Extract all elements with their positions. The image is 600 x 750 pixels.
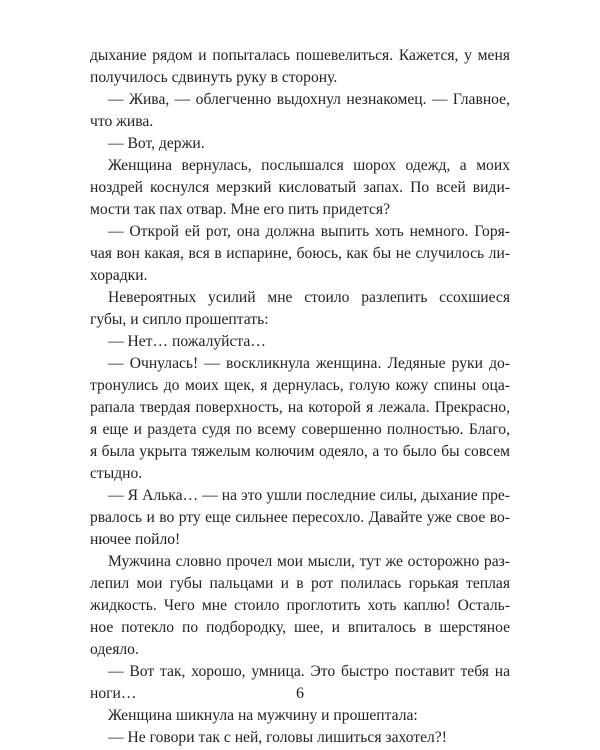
text-line: получилось сдвинуть руку в сторону. [90, 69, 338, 86]
text-line: мости так пах отвар. Мне его пить придется? [90, 201, 391, 218]
text-line: я еще и раздета судя по всему совершенно полностью. Благо, [90, 421, 510, 438]
text-line: — Очнулась! — воскликнула женщина. Ледяные руки до- [108, 355, 510, 372]
text-line: что жива. [90, 113, 154, 130]
text-line: ноздрей коснулся мерзкий кисловатый запах. По всей види- [90, 179, 510, 196]
text-line: ное потекло по подбородку, шее, и впиталось в шерстяное [90, 619, 510, 636]
text-line: Мужчина словно прочел мои мысли, тут же осторожно раз- [108, 553, 510, 570]
text-line: рвалось и во рту еще сильнее пересохло. Давайте уже свое во- [90, 509, 510, 526]
text-line: я была укрыта тяжелым колючим одеяло, а то было бы совсем [90, 443, 510, 460]
text-line: — Я Алька… — на это ушли последние силы, дыхание пре- [108, 487, 510, 504]
text-line: — Не говори так с ней, головы лишиться захотел?! [108, 729, 447, 746]
text-line: нючее пойло! [90, 531, 181, 548]
text-line: дыхание рядом и попыталась пошевелиться. Кажется, у меня [90, 47, 510, 64]
text-line: одеяло. [90, 641, 139, 658]
text-line: рапала твердая поверхность, на которой я лежала. Прекрасно, [90, 399, 510, 416]
text-line: — Жива, — облегченно выдохнул незнакомец. — Главное, [108, 91, 510, 108]
body-text [90, 45, 510, 749]
text-line: хорадки. [90, 267, 148, 284]
text-line: Женщина шикнула на мужчину и прошептала: [108, 707, 418, 724]
text-line: жидкость. Чего мне стоило проглотить хоть каплю! Осталь- [90, 597, 510, 614]
text-line: — Открой ей рот, она должна выпить хоть немного. Горя- [108, 223, 510, 240]
text-line: стыдно. [90, 465, 143, 482]
text-line: ноги… [90, 685, 137, 702]
text-line: лепил мои губы пальцами и в рот полилась горькая теплая [90, 575, 510, 592]
text-line: губы, и сипло прошептать: [90, 311, 269, 328]
text-line: Женщина вернулась, послышался шорох одежд, а моих [108, 157, 510, 174]
text-line: тронулись до моих щек, я дернулась, голую кожу спины оца- [90, 377, 510, 394]
text-line: Невероятных усилий мне стоило разлепить ссохшиеся [108, 289, 510, 306]
text-line: — Вот, держи. [108, 135, 205, 152]
text-line: — Нет… пожалуйста… [108, 333, 266, 350]
text-line: чая вон какая, вся в испарине, боюсь, как бы не случилось ли- [90, 245, 510, 262]
page-number: 6 [296, 685, 304, 702]
text-line: — Вот так, хорошо, умница. Это быстро поставит тебя на [108, 663, 510, 680]
